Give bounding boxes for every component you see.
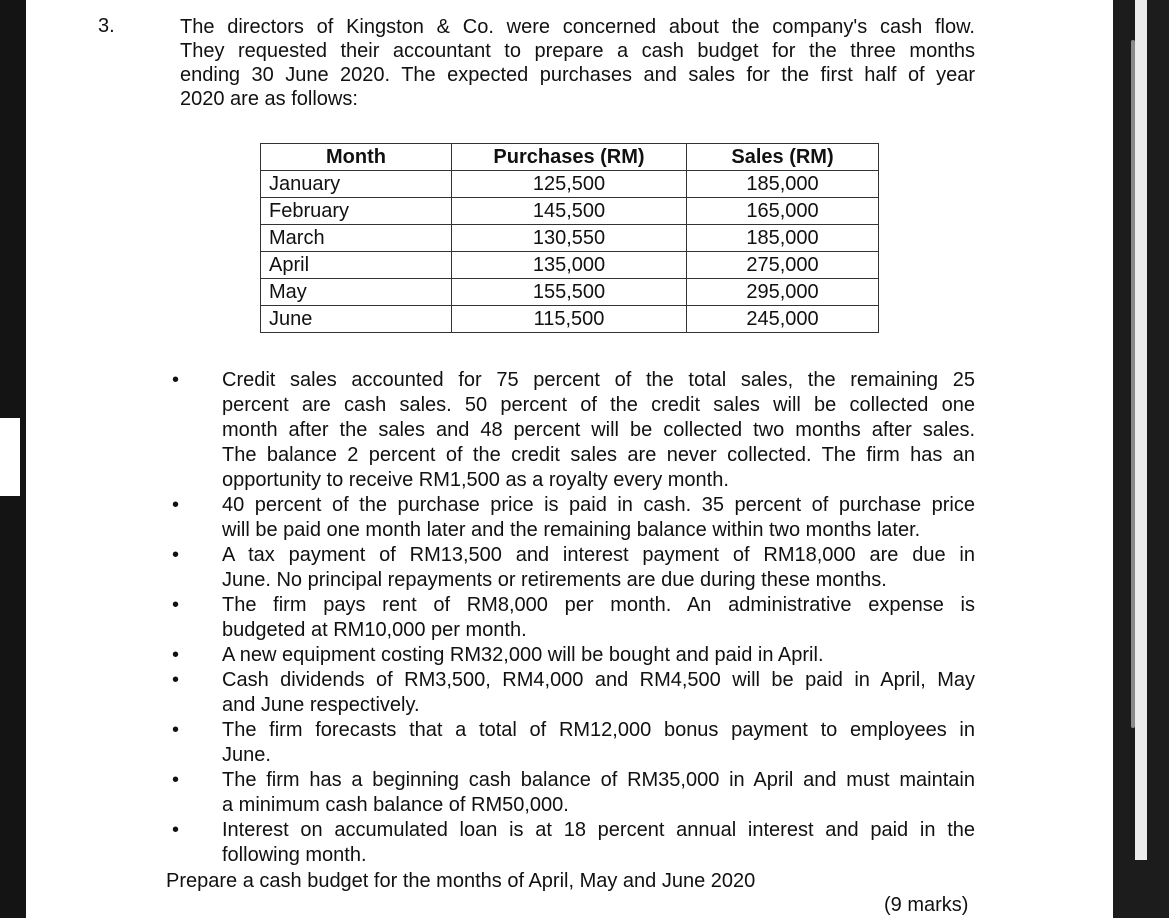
- cell-sales: 185,000: [687, 171, 879, 198]
- cell-purchases: 135,000: [452, 252, 687, 279]
- bullet-line: A new equipment costing RM32,000 will be bought and paid in April.: [222, 644, 824, 666]
- cell-purchases: 130,550: [452, 225, 687, 252]
- table-row: [261, 171, 879, 198]
- cell-month: February: [261, 198, 452, 225]
- bullet-line: June. No principal repayments or retirements are due during these months.: [222, 569, 887, 591]
- cell-month: April: [261, 252, 452, 279]
- table-header-row: [261, 144, 879, 171]
- header-month: Month: [261, 144, 452, 171]
- bullet-line: following month.: [222, 844, 367, 866]
- bullet-text: [222, 593, 975, 643]
- bullet-line: will be paid one month later and the remaining balance within two months later.: [222, 519, 921, 541]
- left-edge-dark-top: [0, 0, 26, 418]
- bullet-text: [222, 818, 975, 868]
- table-row: [261, 279, 879, 306]
- bullet-item: [160, 643, 975, 668]
- bullet-dot-icon: •: [172, 769, 180, 791]
- bullet-text: [222, 493, 975, 543]
- cell-purchases: 125,500: [452, 171, 687, 198]
- bullet-line: month after the sales and 48 percent will be collected two months after sales.: [222, 419, 975, 441]
- instruction-text: Prepare a cash budget for the months of April, May and June 2020: [166, 870, 756, 892]
- left-edge-dark-bottom: [0, 496, 26, 918]
- header-purchases: Purchases (RM): [452, 144, 687, 171]
- bullet-text: [222, 643, 975, 668]
- intro-line: 2020 are as follows:: [180, 88, 358, 110]
- bullet-line: Credit sales accounted for 75 percent of the total sales, the remaining 25: [222, 369, 975, 391]
- bullet-line: percent are cash sales. 50 percent of the credit sales will be collected one: [222, 394, 975, 416]
- intro-line: The directors of Kingston & Co. were concerned about the company's cash flow.: [180, 16, 975, 38]
- bullet-text: [222, 668, 975, 718]
- left-edge-strip: [20, 418, 26, 496]
- scrollbar-thumb[interactable]: [1131, 40, 1135, 728]
- question-number: 3.: [98, 15, 115, 37]
- cell-purchases: 115,500: [452, 306, 687, 333]
- bullet-text: [222, 368, 975, 493]
- bullet-dot-icon: •: [172, 819, 180, 841]
- purchases-sales-table: [260, 143, 879, 333]
- bullet-line: 40 percent of the purchase price is paid in cash. 35 percent of purchase price: [222, 494, 975, 516]
- cell-month: June: [261, 306, 452, 333]
- cell-purchases: 145,500: [452, 198, 687, 225]
- cell-month: January: [261, 171, 452, 198]
- bullet-line: budgeted at RM10,000 per month.: [222, 619, 527, 641]
- bullet-line: The firm has a beginning cash balance of RM35,000 in April and must maintain: [222, 769, 975, 791]
- bullet-line: a minimum cash balance of RM50,000.: [222, 794, 569, 816]
- bullet-line: June.: [222, 744, 271, 766]
- cell-sales: 245,000: [687, 306, 879, 333]
- right-edge-page: [1135, 0, 1147, 860]
- bullet-dot-icon: •: [172, 719, 180, 741]
- table-row: [261, 252, 879, 279]
- bullet-line: and June respectively.: [222, 694, 420, 716]
- bullet-dot-icon: •: [172, 644, 180, 666]
- bullet-item: [160, 668, 975, 718]
- bullet-line: opportunity to receive RM1,500 as a royalty every month.: [222, 469, 729, 491]
- bullet-dot-icon: •: [172, 594, 180, 616]
- bullet-item: [160, 718, 975, 768]
- bullet-item: [160, 593, 975, 643]
- table-row: [261, 198, 879, 225]
- intro-paragraph: [180, 15, 975, 111]
- intro-line: ending 30 June 2020. The expected purchases and sales for the first half of year: [180, 64, 975, 86]
- bullet-item: [160, 543, 975, 593]
- bullet-dot-icon: •: [172, 494, 180, 516]
- bullet-item: [160, 768, 975, 818]
- cell-sales: 165,000: [687, 198, 879, 225]
- left-edge-gap: [0, 418, 20, 496]
- bullet-line: A tax payment of RM13,500 and interest payment of RM18,000 are due in: [222, 544, 975, 566]
- bullet-line: The firm pays rent of RM8,000 per month. An administrative expense is: [222, 594, 975, 616]
- bullet-dot-icon: •: [172, 544, 180, 566]
- bullet-dot-icon: •: [172, 369, 180, 391]
- bullet-line: Cash dividends of RM3,500, RM4,000 and RM4,500 will be paid in April, May: [222, 669, 975, 691]
- bullet-text: [222, 718, 975, 768]
- header-sales: Sales (RM): [687, 144, 879, 171]
- cell-sales: 275,000: [687, 252, 879, 279]
- bullet-text: [222, 768, 975, 818]
- bullet-text: [222, 543, 975, 593]
- intro-line: They requested their accountant to prepare a cash budget for the three months: [180, 40, 975, 62]
- bullet-item: [160, 493, 975, 543]
- bullet-item: [160, 368, 975, 493]
- cell-month: May: [261, 279, 452, 306]
- bullet-dot-icon: •: [172, 669, 180, 691]
- cell-sales: 295,000: [687, 279, 879, 306]
- table-body: [261, 171, 879, 333]
- table-row: [261, 225, 879, 252]
- bullet-item: [160, 818, 975, 868]
- table-row: [261, 306, 879, 333]
- cell-purchases: 155,500: [452, 279, 687, 306]
- bullet-line: Interest on accumulated loan is at 18 percent annual interest and paid in the: [222, 819, 975, 841]
- cell-sales: 185,000: [687, 225, 879, 252]
- bullet-line: The firm forecasts that a total of RM12,000 bonus payment to employees in: [222, 719, 975, 741]
- marks-label: (9 marks): [884, 894, 969, 916]
- bullet-list: [160, 368, 975, 868]
- cell-month: March: [261, 225, 452, 252]
- bullet-line: The balance 2 percent of the credit sales are never collected. The firm has an: [222, 444, 975, 466]
